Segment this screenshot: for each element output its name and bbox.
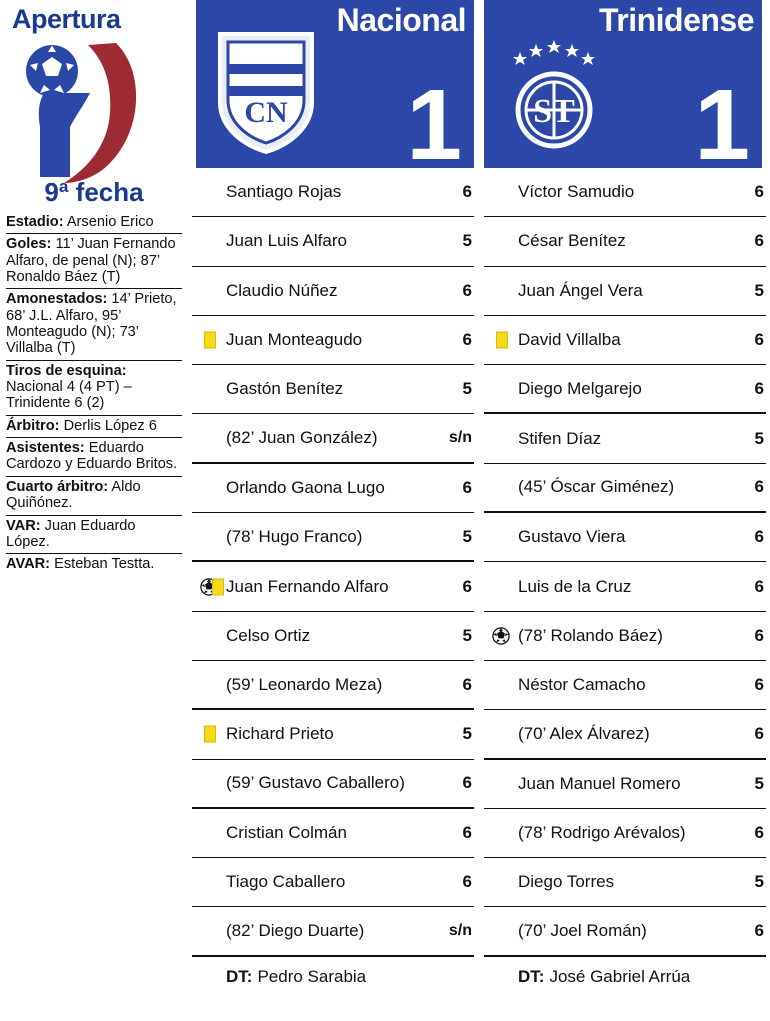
info-label-amonestados: Amonestados: bbox=[6, 291, 108, 308]
player-row bbox=[484, 464, 766, 513]
away-team-header bbox=[484, 0, 762, 181]
player-rating: 6 bbox=[754, 378, 764, 398]
player-row bbox=[192, 612, 474, 661]
player-name: (70’ Joel Román) bbox=[518, 921, 647, 941]
player-row bbox=[192, 464, 474, 513]
info-item-asistentes bbox=[6, 437, 182, 476]
info-item-avar bbox=[6, 553, 182, 575]
player-rating: 6 bbox=[754, 921, 764, 941]
player-rating: s/n bbox=[448, 429, 472, 447]
player-name: Gastón Benítez bbox=[226, 379, 344, 399]
player-name: (59’ Gustavo Caballero) bbox=[226, 773, 405, 793]
player-row bbox=[484, 414, 766, 463]
info-label-goles: Goles: bbox=[6, 236, 52, 253]
home-team-score: 1 bbox=[406, 69, 462, 181]
player-name: (45’ Óscar Giménez) bbox=[518, 477, 675, 497]
player-rating: 6 bbox=[754, 576, 764, 596]
player-row bbox=[484, 760, 766, 809]
player-rating: 6 bbox=[462, 823, 472, 842]
player-name: Juan Ángel Vera bbox=[518, 280, 643, 300]
player-row bbox=[484, 365, 766, 414]
player-row bbox=[484, 612, 766, 661]
home-team-crest-icon bbox=[214, 30, 318, 154]
coach-label: DT: bbox=[518, 966, 545, 986]
info-text-var: Juan Eduardo López. bbox=[6, 517, 136, 550]
player-rating: 5 bbox=[754, 428, 764, 448]
player-name: Néstor Camacho bbox=[518, 675, 646, 695]
player-name: Santiago Rojas bbox=[226, 182, 342, 202]
player-rating: 6 bbox=[462, 872, 472, 892]
player-rating: 6 bbox=[462, 674, 472, 694]
home-team-name: Nacional bbox=[336, 2, 466, 38]
player-row bbox=[484, 858, 766, 907]
player-rating: 6 bbox=[462, 182, 472, 202]
yellow-card-icon bbox=[204, 726, 216, 743]
info-label-tiros-de-esquina: Tiros de esquina: bbox=[6, 362, 127, 379]
player-name: Gustavo Viera bbox=[518, 527, 626, 547]
info-item-amonestados bbox=[6, 288, 182, 359]
player-name: Claudio Núñez bbox=[226, 280, 338, 300]
player-rating: 6 bbox=[754, 182, 764, 202]
player-name: Víctor Samudio bbox=[518, 182, 635, 202]
player-name: (59’ Leonardo Meza) bbox=[226, 674, 383, 694]
player-rating: 6 bbox=[462, 330, 472, 350]
info-label-cuarto-arbitro: Cuarto árbitro: bbox=[6, 478, 109, 495]
player-row bbox=[484, 168, 766, 217]
info-text-amonestados: 14’ Prieto, 68’ J.L. Alfaro, 95’ Monteagudo (N); 73’ Villalba (T) bbox=[6, 291, 177, 357]
info-text-avar: Esteban Testta. bbox=[54, 556, 155, 573]
player-name: Juan Luis Alfaro bbox=[226, 231, 347, 251]
info-item-estadio bbox=[6, 212, 182, 233]
yellow-card-icon bbox=[204, 332, 216, 349]
player-row bbox=[484, 316, 766, 365]
coach-label: DT: bbox=[226, 966, 253, 986]
player-rating: 5 bbox=[754, 773, 764, 793]
goal-ball-icon bbox=[492, 627, 510, 645]
away-team-name: Trinidense bbox=[598, 2, 754, 38]
info-text-asistentes: Eduardo Cardozo y Eduardo Britos. bbox=[6, 440, 178, 473]
player-row bbox=[192, 562, 474, 611]
player-row bbox=[484, 710, 766, 759]
player-row bbox=[192, 710, 474, 759]
player-rating: 6 bbox=[754, 675, 764, 695]
info-item-tiros-de-esquina bbox=[6, 360, 182, 415]
info-label-var: VAR: bbox=[6, 517, 41, 534]
player-rating: 6 bbox=[462, 477, 472, 497]
player-name: David Villalba bbox=[518, 330, 621, 350]
info-item-var bbox=[6, 515, 182, 554]
player-row bbox=[192, 267, 474, 316]
info-text-cuarto-arbitro: Aldo Quiñónez. bbox=[6, 478, 141, 512]
away-lineup-list bbox=[484, 168, 766, 997]
player-name: César Benítez bbox=[518, 231, 626, 251]
player-row bbox=[192, 858, 474, 907]
match-info-list bbox=[4, 212, 184, 576]
column-divider bbox=[478, 168, 480, 1021]
info-label-estadio: Estadio: bbox=[6, 214, 64, 230]
player-row bbox=[484, 661, 766, 710]
player-row bbox=[192, 809, 474, 858]
home-team-header bbox=[196, 0, 474, 181]
player-rating: 6 bbox=[462, 576, 472, 596]
player-row bbox=[484, 562, 766, 611]
player-rating: 6 bbox=[754, 477, 764, 497]
player-name: (78’ Hugo Franco) bbox=[226, 526, 363, 546]
player-name: Cristian Colmán bbox=[226, 823, 347, 842]
player-name: (78’ Rodrigo Arévalos) bbox=[518, 823, 686, 842]
player-row bbox=[192, 168, 474, 217]
away-team-score: 1 bbox=[694, 69, 750, 181]
round-title: 9ª fecha bbox=[44, 177, 144, 207]
player-name: Celso Ortiz bbox=[226, 625, 311, 645]
yellow-card-icon bbox=[496, 332, 508, 349]
player-rating: s/n bbox=[448, 922, 472, 940]
player-row bbox=[192, 365, 474, 414]
info-text-arbitro: Derlis López 6 bbox=[63, 417, 157, 434]
away-team-crest-icon bbox=[502, 30, 606, 154]
info-text-estadio: Arsenio Erico bbox=[66, 214, 154, 230]
player-rating: 6 bbox=[462, 773, 472, 793]
player-name: Diego Melgarejo bbox=[518, 378, 642, 398]
player-rating: 6 bbox=[754, 823, 764, 842]
svg-text:ST: ST bbox=[533, 93, 575, 130]
player-name: (70’ Alex Álvarez) bbox=[518, 723, 650, 743]
player-row bbox=[484, 513, 766, 562]
player-rating: 5 bbox=[754, 280, 764, 300]
player-rating: 5 bbox=[462, 625, 472, 645]
player-name: Juan Manuel Romero bbox=[518, 773, 681, 793]
player-rating: 6 bbox=[754, 231, 764, 251]
player-rating: 5 bbox=[462, 231, 472, 251]
player-row bbox=[192, 760, 474, 809]
coach-row bbox=[484, 957, 766, 997]
player-rating: 5 bbox=[462, 724, 472, 744]
info-text-goles: 11’ Juan Fernando Alfaro, de penal (N); 87’ Ronaldo Báez (T) bbox=[6, 236, 176, 286]
player-row bbox=[192, 907, 474, 956]
player-rating: 6 bbox=[754, 330, 764, 350]
player-name: Richard Prieto bbox=[226, 724, 334, 744]
player-name: Diego Torres bbox=[518, 872, 615, 892]
player-row bbox=[192, 316, 474, 365]
player-rating: 6 bbox=[462, 280, 472, 300]
home-lineup-list bbox=[192, 168, 474, 997]
player-rating: 5 bbox=[462, 379, 472, 399]
tournament-title: Apertura bbox=[12, 4, 121, 34]
info-label-avar: AVAR: bbox=[6, 556, 51, 573]
soccer-player-logo-icon bbox=[4, 35, 184, 185]
match-info-panel bbox=[0, 0, 190, 1021]
player-row bbox=[484, 809, 766, 858]
player-rating: 6 bbox=[754, 527, 764, 547]
info-item-cuarto-arbitro bbox=[6, 476, 182, 515]
coach-name: José Gabriel Arrúa bbox=[549, 966, 691, 986]
player-name: Tiago Caballero bbox=[226, 872, 346, 892]
player-row bbox=[192, 414, 474, 463]
player-row bbox=[484, 217, 766, 266]
coach-row bbox=[192, 957, 474, 997]
tournament-logo bbox=[4, 35, 184, 185]
player-rating: 5 bbox=[754, 872, 764, 892]
player-name: (82’ Juan González) bbox=[226, 428, 378, 448]
info-label-arbitro: Árbitro: bbox=[6, 417, 60, 434]
info-item-arbitro bbox=[6, 415, 182, 437]
player-rating: 6 bbox=[754, 723, 764, 743]
svg-text:CN: CN bbox=[244, 96, 288, 129]
player-name: (82’ Diego Duarte) bbox=[226, 921, 365, 941]
player-row bbox=[192, 513, 474, 562]
player-row bbox=[192, 661, 474, 710]
info-item-goles bbox=[6, 233, 182, 288]
player-rating: 6 bbox=[754, 625, 764, 645]
player-row bbox=[192, 217, 474, 266]
player-rating: 5 bbox=[462, 526, 472, 546]
yellow-card-icon bbox=[212, 578, 224, 595]
player-name: Luis de la Cruz bbox=[518, 576, 632, 596]
player-name: (78’ Rolando Báez) bbox=[518, 625, 663, 645]
player-row bbox=[484, 907, 766, 956]
player-name: Juan Monteagudo bbox=[226, 330, 363, 350]
coach-name: Pedro Sarabia bbox=[257, 966, 367, 986]
info-text-tiros-de-esquina: Nacional 4 (4 PT) – Trinidente 6 (2) bbox=[6, 379, 132, 412]
player-name: Orlando Gaona Lugo bbox=[226, 477, 385, 497]
player-name: Juan Fernando Alfaro bbox=[226, 576, 389, 596]
info-label-asistentes: Asistentes: bbox=[6, 440, 85, 457]
player-name: Stifen Díaz bbox=[518, 428, 602, 448]
player-row bbox=[484, 267, 766, 316]
